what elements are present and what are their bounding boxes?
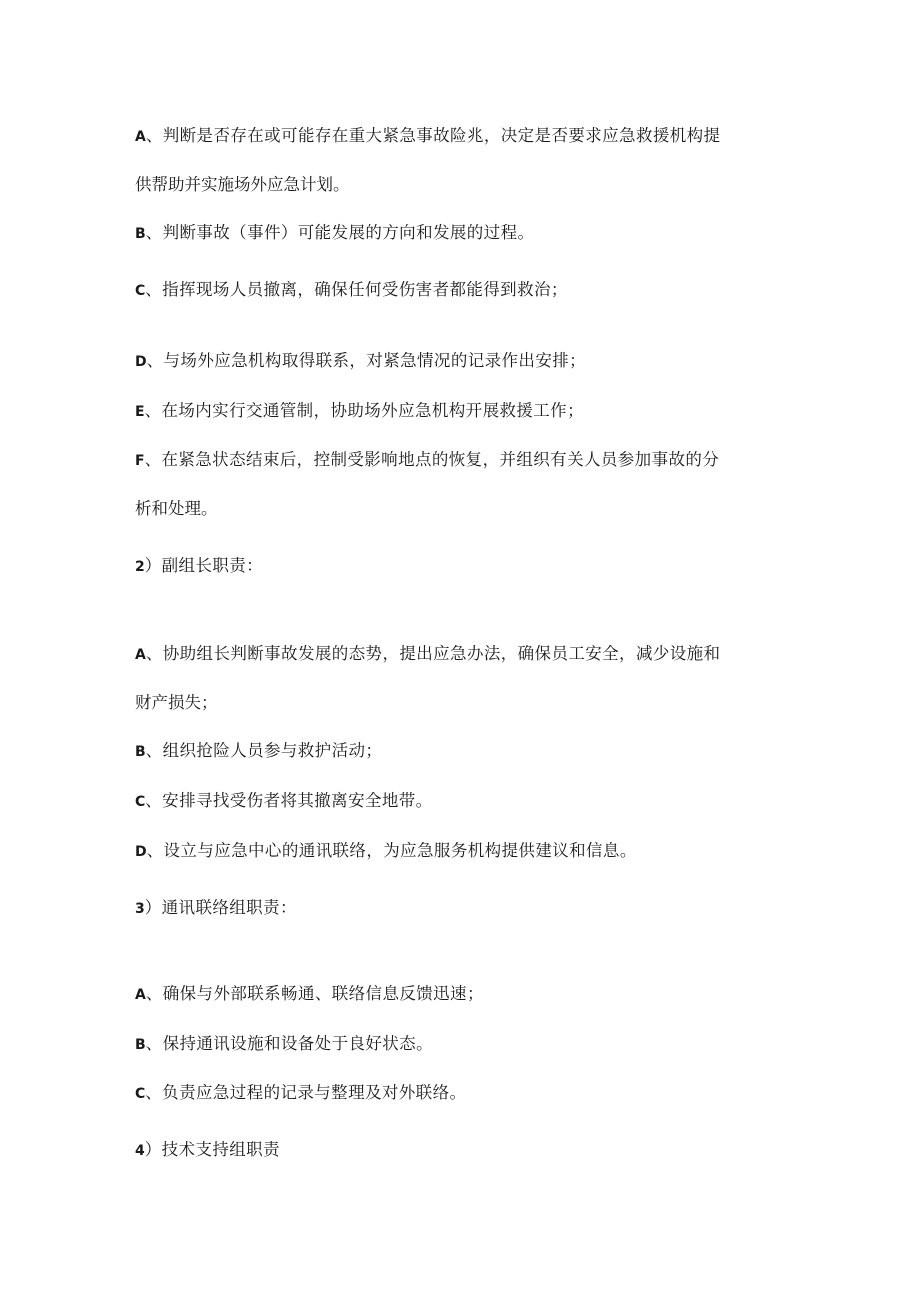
heading-number: 3 [135,901,145,917]
section-heading-tech [135,1139,280,1162]
item-text: 、设立与应急中心的通讯联络，为应急服务机构提供建议和信息。 [146,841,637,860]
section-heading-comms [135,897,297,920]
heading-text: ）技术支持组职责 [144,1140,280,1159]
leader-item-c [135,279,568,302]
item-marker: F [135,453,145,469]
item-marker: C [135,283,146,299]
leader-item-e [135,400,584,423]
item-text: 、指挥现场人员撤离，确保任何受伤害者都能得到救治； [145,280,568,299]
item-marker: B [135,226,146,242]
item-text: 、确保与外部联系畅通、联络信息反馈迅速； [145,984,484,1003]
item-marker: B [135,1037,146,1053]
leader-item-f-continuation: 析和处理。 [135,499,218,518]
item-text: 、在紧急状态结束后，控制受影响地点的恢复，并组织有关人员参加事故的分 [144,450,720,469]
item-marker: C [135,1086,146,1102]
item-text: 、在场内实行交通管制，协助场外应急机构开展救援工作； [144,401,584,420]
deputy-item-b [135,740,382,763]
leader-item-b [135,222,534,245]
comms-item-a [135,983,484,1006]
heading-number: 2 [135,559,145,575]
leader-item-a-continuation: 供帮助并实施场外应急计划。 [135,175,350,194]
item-text: 、协助组长判断事故发展的态势，提出应急办法，确保员工安全，减少设施和 [145,644,721,663]
leader-item-d [135,350,586,373]
heading-text: ）副组长职责： [144,556,264,575]
item-text: 、组织抢险人员参与救护活动； [145,741,383,760]
item-text: 、与场外应急机构取得联系，对紧急情况的记录作出安排； [146,351,587,370]
item-marker: A [135,647,146,663]
item-marker: D [135,354,147,370]
deputy-item-a [135,643,720,666]
item-text: 、保持通讯设施和设备处于良好状态。 [145,1034,433,1053]
section-heading-deputy [135,555,263,578]
leader-item-f [135,449,719,472]
heading-number: 4 [135,1143,145,1159]
item-marker: D [135,844,147,860]
item-text: 、判断事故（事件）可能发展的方向和发展的过程。 [145,223,535,242]
item-marker: A [135,129,146,145]
deputy-item-c [135,790,433,813]
item-marker: C [135,794,146,810]
item-text: 、安排寻找受伤者将其撤离安全地带。 [145,791,433,810]
deputy-item-d [135,840,637,863]
item-text: 、判断是否存在或可能存在重大紧急事故险兆，决定是否要求应急救援机构提 [145,126,721,145]
item-text: 、负责应急过程的记录与整理及对外联络。 [145,1083,467,1102]
item-marker: B [135,744,146,760]
item-marker: A [135,987,146,1003]
comms-item-c [135,1082,466,1105]
comms-item-b [135,1033,433,1056]
item-marker: E [135,404,145,420]
leader-item-a [135,125,720,148]
heading-text: ）通讯联络组职责： [144,898,297,917]
deputy-item-a-continuation: 财产损失； [135,693,218,712]
